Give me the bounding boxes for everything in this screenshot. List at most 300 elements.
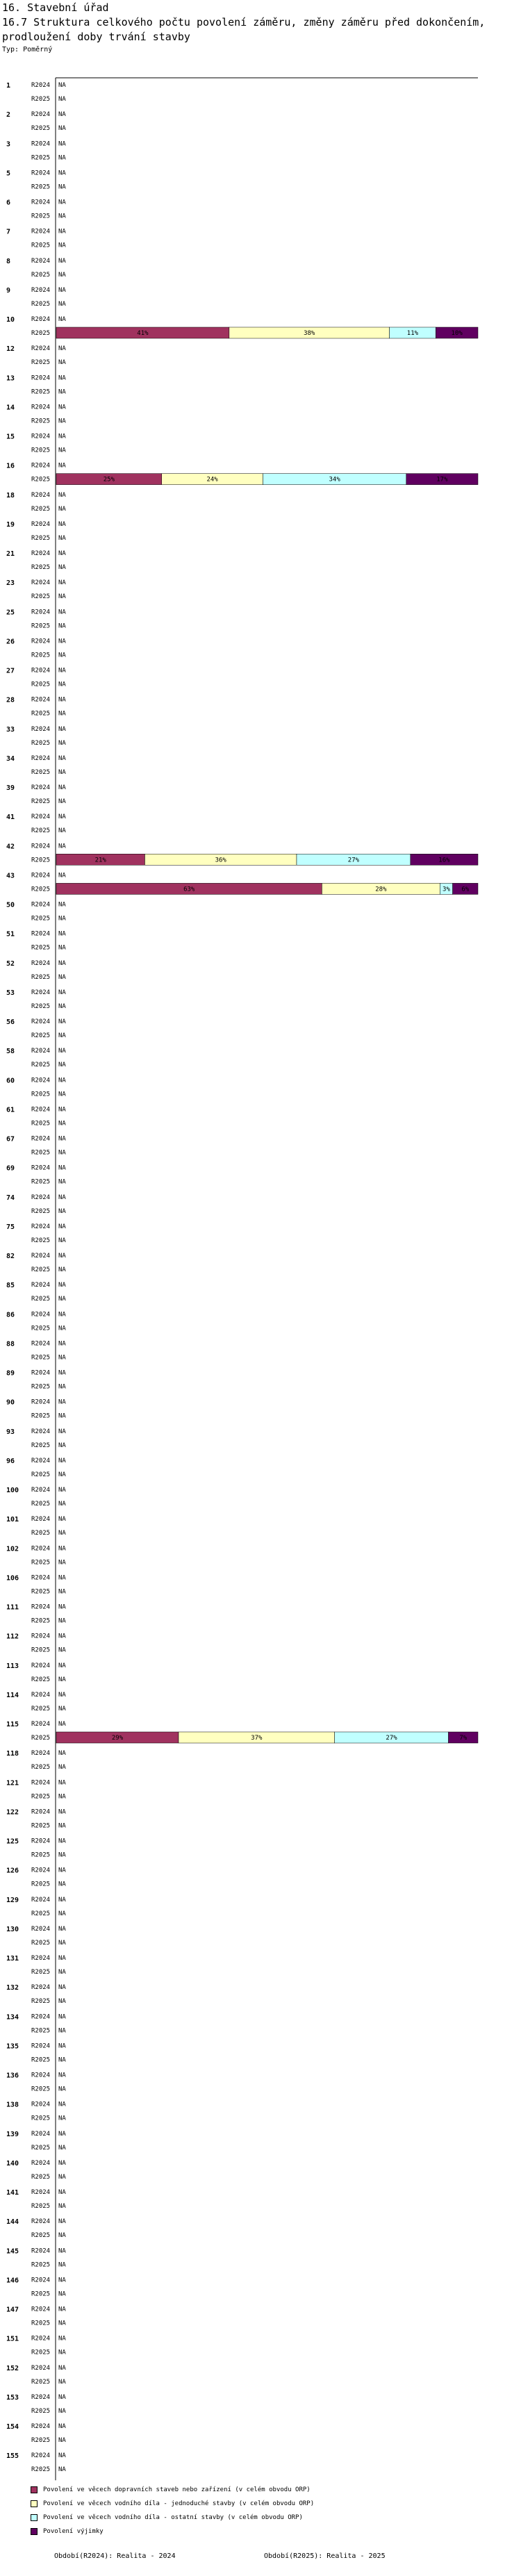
na-label: NA — [58, 1530, 66, 1537]
category-label: 88 — [6, 1340, 15, 1348]
na-label: NA — [58, 404, 66, 411]
na-label: NA — [58, 989, 66, 996]
year-label: R2025 — [31, 96, 51, 103]
na-label: NA — [58, 2232, 66, 2240]
bar-value-label: 29% — [111, 1735, 124, 1742]
na-label: NA — [58, 1516, 66, 1524]
na-label: NA — [58, 2335, 66, 2343]
year-label: R2025 — [31, 1032, 51, 1039]
legend-item — [31, 2497, 314, 2511]
year-label: R2024 — [31, 1545, 51, 1553]
na-label: NA — [58, 2189, 66, 2196]
category-label: 85 — [6, 1282, 15, 1290]
na-label: NA — [58, 710, 66, 718]
na-label: NA — [58, 739, 66, 747]
na-label: NA — [58, 1354, 66, 1362]
legend — [31, 2483, 314, 2538]
category-label: 16 — [6, 462, 15, 470]
legend-item — [31, 2525, 314, 2538]
na-label: NA — [58, 798, 66, 805]
year-label: R2025 — [31, 1325, 51, 1332]
year-label: R2024 — [31, 754, 51, 762]
category-label: 9 — [6, 286, 11, 295]
category-label: 61 — [6, 1106, 15, 1114]
na-label: NA — [58, 1120, 66, 1128]
na-label: NA — [58, 2437, 66, 2444]
na-label: NA — [58, 447, 66, 454]
category-label: 144 — [6, 2218, 19, 2227]
year-label: R2024 — [31, 1574, 51, 1582]
na-label: NA — [58, 1325, 66, 1332]
na-label: NA — [58, 1032, 66, 1039]
category-label: 126 — [6, 1867, 19, 1875]
year-label: R2024 — [31, 2306, 51, 2313]
category-label: 82 — [6, 1253, 15, 1260]
bar-value-label: 28% — [375, 886, 387, 893]
na-label: NA — [58, 1998, 66, 2006]
na-label: NA — [58, 1398, 66, 1406]
bar-value-label: 37% — [251, 1735, 263, 1742]
year-label: R2025 — [31, 2261, 51, 2269]
year-label: R2024 — [31, 462, 51, 470]
na-label: NA — [58, 2144, 66, 2152]
year-label: R2024 — [31, 2013, 51, 2021]
legend-item — [31, 2511, 314, 2525]
category-label: 146 — [6, 2277, 19, 2285]
na-label: NA — [58, 2247, 66, 2255]
na-label: NA — [58, 638, 66, 645]
category-label: 135 — [6, 2042, 19, 2051]
category-label: 131 — [6, 1955, 19, 1963]
legend-label: Povolení výjimky — [43, 2528, 104, 2535]
year-label: R2024 — [31, 1984, 51, 1992]
na-label: NA — [58, 374, 66, 382]
na-label: NA — [58, 300, 66, 308]
year-label: R2025 — [31, 1881, 51, 1888]
na-label: NA — [58, 1691, 66, 1699]
category-label: 140 — [6, 2159, 19, 2168]
na-label: NA — [58, 1574, 66, 1582]
year-label: R2024 — [31, 1077, 51, 1084]
na-label: NA — [58, 1838, 66, 1845]
na-label: NA — [58, 228, 66, 236]
year-label: R2025 — [31, 1266, 51, 1273]
na-label: NA — [58, 1237, 66, 1244]
year-label: R2024 — [31, 1603, 51, 1611]
na-label: NA — [58, 2203, 66, 2210]
category-label: 132 — [6, 1984, 19, 1992]
bar-value-label: 17% — [436, 476, 448, 484]
year-label: R2024 — [31, 2452, 51, 2460]
year-label: R2024 — [31, 696, 51, 704]
year-label: R2025 — [31, 1705, 51, 1712]
category-label: 13 — [6, 374, 15, 383]
year-label: R2024 — [31, 1369, 51, 1377]
category-label: 115 — [6, 1721, 19, 1728]
na-label: NA — [58, 1984, 66, 1992]
year-label: R2024 — [31, 491, 51, 499]
na-label: NA — [58, 170, 66, 177]
category-label: 113 — [6, 1662, 19, 1670]
bar-value-label: 27% — [347, 857, 360, 864]
legend-item — [31, 2483, 314, 2497]
year-label: R2025 — [31, 1442, 51, 1449]
legend-swatch — [31, 2486, 38, 2493]
na-label: NA — [58, 1178, 66, 1186]
na-label: NA — [58, 1207, 66, 1215]
na-label: NA — [58, 1091, 66, 1098]
na-label: NA — [58, 2320, 66, 2327]
na-label: NA — [58, 2423, 66, 2430]
category-label: 111 — [6, 1603, 19, 1612]
category-label: 121 — [6, 1779, 19, 1787]
year-label: R2025 — [31, 1501, 51, 1508]
year-label: R2024 — [31, 1223, 51, 1230]
year-label: R2024 — [31, 1194, 51, 1201]
year-label: R2025 — [31, 2320, 51, 2327]
year-label: R2025 — [31, 2290, 51, 2298]
category-label: 93 — [6, 1428, 15, 1436]
category-label: 96 — [6, 1457, 15, 1465]
year-label: R2025 — [31, 2407, 51, 2415]
na-label: NA — [58, 1793, 66, 1801]
year-label: R2025 — [31, 125, 51, 133]
year-label: R2024 — [31, 1106, 51, 1114]
year-label: R2025 — [31, 505, 51, 513]
na-label: NA — [58, 154, 66, 162]
year-label: R2024 — [31, 1018, 51, 1025]
na-label: NA — [58, 242, 66, 249]
year-label: R2025 — [31, 271, 51, 279]
na-label: NA — [58, 1164, 66, 1172]
na-label: NA — [58, 1018, 66, 1025]
category-label: 15 — [6, 433, 15, 441]
legend-label: Povolení ve věcech vodního díla - jednoduché stavby (v celém obvodu ORP) — [43, 2500, 315, 2507]
year-label: R2024 — [31, 814, 51, 821]
year-label: R2024 — [31, 843, 51, 850]
na-label: NA — [58, 564, 66, 571]
year-label: R2024 — [31, 111, 51, 119]
year-label: R2024 — [31, 2247, 51, 2255]
year-label: R2025 — [31, 1296, 51, 1303]
bar-value-label: 34% — [329, 476, 340, 484]
category-label: 114 — [6, 1691, 19, 1699]
na-label: NA — [58, 1969, 66, 1976]
na-label: NA — [58, 1617, 66, 1625]
year-label: R2025 — [31, 1939, 51, 1947]
category-label: 5 — [6, 170, 11, 178]
category-label: 134 — [6, 2013, 19, 2022]
year-label: R2025 — [31, 1617, 51, 1625]
na-label: NA — [58, 1646, 66, 1654]
bar-value-label: 21% — [94, 857, 106, 864]
chart-title: 16.7 Struktura celkového počtu povolení záměru, změny záměru před dokončením, prodloužení doby trvání stavby — [2, 16, 486, 43]
category-label: 60 — [6, 1077, 15, 1085]
category-label: 53 — [6, 989, 15, 997]
legend-label: Povolení ve věcech dopravních staveb nebo zařízení (v celém obvodu ORP) — [43, 2486, 311, 2493]
year-label: R2025 — [31, 183, 51, 191]
year-label: R2025 — [31, 2232, 51, 2240]
year-label: R2024 — [31, 1516, 51, 1524]
year-label: R2024 — [31, 2072, 51, 2079]
na-label: NA — [58, 1867, 66, 1874]
category-label: 155 — [6, 2452, 19, 2461]
na-label: NA — [58, 681, 66, 688]
year-label: R2024 — [31, 930, 51, 938]
na-label: NA — [58, 1296, 66, 1303]
year-label: R2024 — [31, 433, 51, 440]
na-label: NA — [58, 1633, 66, 1640]
na-label: NA — [58, 827, 66, 835]
category-label: 125 — [6, 1838, 19, 1846]
category-label: 1 — [6, 82, 11, 90]
year-label: R2025 — [31, 593, 51, 601]
year-label: R2024 — [31, 1925, 51, 1933]
footer-period-2024: Období(R2024): Realita - 2024 — [54, 2552, 176, 2560]
legend-label: Povolení ve věcech vodního díla - ostatní stavby (v celém obvodu ORP) — [43, 2514, 303, 2521]
na-label: NA — [58, 2407, 66, 2415]
year-label: R2024 — [31, 1633, 51, 1640]
year-label: R2024 — [31, 1311, 51, 1319]
category-label: 129 — [6, 1896, 19, 1904]
year-label: R2025 — [31, 2173, 51, 2181]
category-label: 21 — [6, 550, 15, 558]
na-label: NA — [58, 199, 66, 206]
na-label: NA — [58, 1077, 66, 1084]
na-label: NA — [58, 550, 66, 557]
bar-value-label: 16% — [438, 857, 450, 864]
na-label: NA — [58, 1062, 66, 1069]
na-label: NA — [58, 1559, 66, 1567]
year-label: R2025 — [31, 827, 51, 835]
year-label: R2025 — [31, 973, 51, 981]
year-label: R2024 — [31, 1838, 51, 1845]
year-label: R2025 — [31, 359, 51, 367]
na-label: NA — [58, 1808, 66, 1816]
year-label: R2024 — [31, 1691, 51, 1699]
na-label: NA — [58, 1135, 66, 1143]
na-label: NA — [58, 1002, 66, 1010]
year-label: R2025 — [31, 447, 51, 454]
year-label: R2025 — [31, 1822, 51, 1830]
year-label: R2025 — [31, 681, 51, 688]
category-label: 12 — [6, 345, 15, 354]
bar-value-label: 25% — [103, 476, 115, 484]
na-label: NA — [58, 915, 66, 923]
category-label: 50 — [6, 901, 15, 909]
year-label: R2025 — [31, 1646, 51, 1654]
year-label: R2024 — [31, 725, 51, 733]
na-label: NA — [58, 520, 66, 528]
year-label: R2025 — [31, 2466, 51, 2474]
category-label: 18 — [6, 491, 15, 499]
year-label: R2024 — [31, 2364, 51, 2372]
year-label: R2024 — [31, 2189, 51, 2196]
na-label: NA — [58, 930, 66, 938]
na-label: NA — [58, 2056, 66, 2064]
category-label: 27 — [6, 667, 15, 675]
na-label: NA — [58, 579, 66, 587]
na-label: NA — [58, 1487, 66, 1494]
year-label: R2025 — [31, 1910, 51, 1917]
year-label: R2025 — [31, 1354, 51, 1362]
category-label: 41 — [6, 814, 15, 822]
year-label: R2024 — [31, 638, 51, 645]
na-label: NA — [58, 2013, 66, 2021]
category-label: 145 — [6, 2247, 19, 2256]
year-label: R2025 — [31, 154, 51, 162]
na-label: NA — [58, 1779, 66, 1787]
year-label: R2024 — [31, 550, 51, 557]
na-label: NA — [58, 1194, 66, 1201]
year-label: R2024 — [31, 989, 51, 996]
na-label: NA — [58, 784, 66, 791]
category-label: 74 — [6, 1194, 15, 1202]
year-label: R2025 — [31, 564, 51, 571]
year-label: R2025 — [31, 2144, 51, 2152]
na-label: NA — [58, 418, 66, 425]
na-label: NA — [58, 505, 66, 513]
na-label: NA — [58, 725, 66, 733]
year-label: R2025 — [31, 300, 51, 308]
category-label: 67 — [6, 1135, 15, 1143]
year-label: R2024 — [31, 1779, 51, 1787]
na-label: NA — [58, 1266, 66, 1273]
bar-value-label: 11% — [406, 330, 419, 337]
na-label: NA — [58, 1412, 66, 1420]
year-label: R2025 — [31, 1062, 51, 1069]
na-label: NA — [58, 1253, 66, 1260]
year-label: R2025 — [31, 710, 51, 718]
year-label: R2024 — [31, 2393, 51, 2401]
na-label: NA — [58, 462, 66, 470]
year-label: R2025 — [31, 1091, 51, 1098]
na-label: NA — [58, 534, 66, 542]
category-label: 14 — [6, 404, 15, 412]
year-label: R2025 — [31, 1559, 51, 1567]
category-label: 28 — [6, 696, 15, 704]
na-label: NA — [58, 345, 66, 353]
na-label: NA — [58, 667, 66, 675]
year-label: R2025 — [31, 1412, 51, 1420]
na-label: NA — [58, 1896, 66, 1904]
category-label: 7 — [6, 228, 11, 236]
year-label: R2025 — [31, 1969, 51, 1976]
na-label: NA — [58, 652, 66, 659]
bar-value-label: 63% — [183, 886, 195, 893]
na-label: NA — [58, 2130, 66, 2138]
year-label: R2024 — [31, 2042, 51, 2050]
year-label: R2025 — [31, 915, 51, 923]
legend-swatch — [31, 2514, 38, 2521]
year-label: R2024 — [31, 1135, 51, 1143]
year-label: R2024 — [31, 1662, 51, 1669]
na-label: NA — [58, 2027, 66, 2035]
year-label: R2025 — [31, 1149, 51, 1157]
na-label: NA — [58, 1925, 66, 1933]
na-label: NA — [58, 1106, 66, 1114]
na-label: NA — [58, 872, 66, 880]
year-label: R2025 — [31, 2027, 51, 2035]
bar-value-label: 38% — [304, 330, 315, 337]
footer-period-2025: Období(R2025): Realita - 2025 — [264, 2552, 386, 2560]
year-label: R2025 — [31, 1002, 51, 1010]
na-label: NA — [58, 1676, 66, 1683]
bar-value-label: 36% — [215, 857, 226, 864]
year-label: R2024 — [31, 2101, 51, 2108]
na-label: NA — [58, 1705, 66, 1712]
category-label: 138 — [6, 2101, 19, 2109]
na-label: NA — [58, 901, 66, 909]
year-label: R2025 — [31, 2349, 51, 2356]
category-label: 100 — [6, 1487, 19, 1494]
year-label: R2024 — [31, 140, 51, 148]
year-label: R2024 — [31, 1340, 51, 1348]
year-label: R2024 — [31, 1955, 51, 1962]
year-label: R2025 — [31, 1178, 51, 1186]
year-label: R2024 — [31, 286, 51, 294]
na-label: NA — [58, 2101, 66, 2108]
na-label: NA — [58, 2466, 66, 2474]
na-label: NA — [58, 1311, 66, 1319]
na-label: NA — [58, 286, 66, 294]
year-label: R2025 — [31, 652, 51, 659]
category-label: 33 — [6, 725, 15, 734]
na-label: NA — [58, 2452, 66, 2460]
na-label: NA — [58, 2378, 66, 2386]
na-label: NA — [58, 2086, 66, 2093]
na-label: NA — [58, 754, 66, 762]
na-label: NA — [58, 433, 66, 440]
category-label: 6 — [6, 199, 11, 207]
category-label: 151 — [6, 2335, 19, 2343]
year-label: R2025 — [31, 1851, 51, 1859]
na-label: NA — [58, 2306, 66, 2313]
bar-value-label: 10% — [451, 330, 463, 337]
year-label: R2024 — [31, 1398, 51, 1406]
bar-value-label: 27% — [386, 1735, 397, 1742]
na-label: NA — [58, 622, 66, 630]
year-label: R2025 — [31, 768, 51, 776]
category-label: 56 — [6, 1018, 15, 1026]
category-label: 8 — [6, 257, 11, 265]
na-label: NA — [58, 1149, 66, 1157]
category-label: 52 — [6, 959, 15, 968]
year-label: R2024 — [31, 872, 51, 880]
category-label: 42 — [6, 843, 15, 851]
category-label: 141 — [6, 2189, 19, 2197]
category-label: 101 — [6, 1516, 19, 1524]
year-label: R2024 — [31, 579, 51, 587]
na-label: NA — [58, 843, 66, 850]
year-label: R2024 — [31, 901, 51, 909]
na-label: NA — [58, 2173, 66, 2181]
category-label: 19 — [6, 520, 15, 529]
category-label: 147 — [6, 2306, 19, 2314]
na-label: NA — [58, 609, 66, 616]
category-label: 25 — [6, 609, 15, 617]
na-label: NA — [58, 1721, 66, 1728]
na-label: NA — [58, 1881, 66, 1888]
legend-swatch — [31, 2500, 38, 2507]
category-label: 86 — [6, 1311, 15, 1319]
year-label: R2024 — [31, 199, 51, 206]
year-label: R2024 — [31, 374, 51, 382]
year-label: R2025 — [31, 944, 51, 952]
year-label: R2025 — [31, 242, 51, 249]
year-label: R2025 — [31, 886, 51, 893]
category-label: 10 — [6, 316, 15, 324]
